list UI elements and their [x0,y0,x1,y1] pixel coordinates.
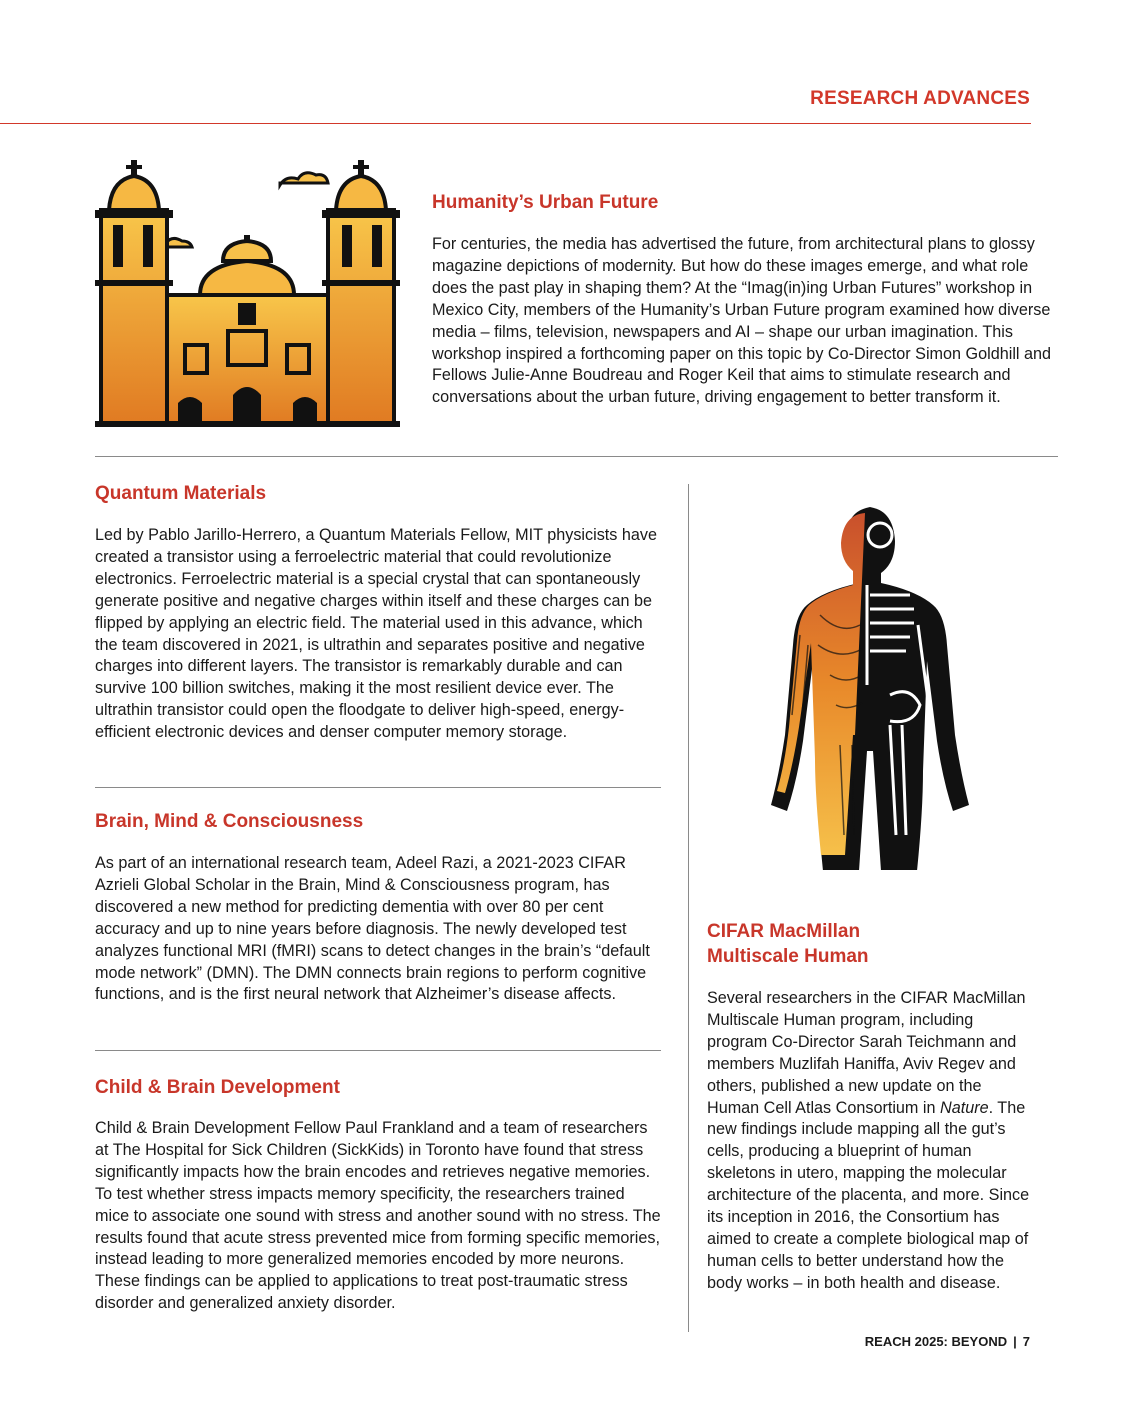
child-title: Child & Brain Development [95,1077,340,1098]
cathedral-illustration [95,155,400,430]
child-body: Child & Brain Development Fellow Paul Frankland and a team of researchers at The Hospital for Sick Children (SickKids) in Toronto have found that stress significantly impacts how the brain encodes and retrieves negative memories. To test whether stress impacts memory specificity, the researchers trained mice to associate one sound with stress and another sound with no stress. The results found that acute stress prevented mice from forming specific memories, instead leading to more generalized memories encoded by more neurons. These findings can be applied to applications to treat post-traumatic stress disorder and generalized anxiety disorder. [95,1119,661,1313]
quantum-title: Quantum Materials [95,483,267,504]
multiscale-body [707,988,1035,1295]
multiscale-title [707,919,869,969]
divider-quantum [95,787,661,788]
divider-brain [95,1050,661,1051]
top-rule [0,123,1031,124]
quantum-body: Led by Pablo Jarillo-Herrero, a Quantum Materials Fellow, MIT physicists have created a transistor using a ferroelectric material that could revolutionize electronics. Ferroelectric material is a special crystal that can spontaneously generate positive and negative charges within itself and these charges can be flipped by applying an electric field. The material used in this advance, which the team discovered in 2021, is ultrathin and separates positive and negative charges into different layers. The transistor is remarkably durable and can survive 100 billion switches, making it the most resilient device ever. The ultrathin transistor could open the floodgate to deliver high-speed, energy-efficient electronic devices and denser computer memory storage. [95,526,657,742]
footer-separator: | [1013,1334,1017,1349]
urban-body: For centuries, the media has advertised the future, from architectural plans to glossy magazine depictions of modernity. But how do these images emerge, and what role does the past play in shaping them? At the “Imag(in)ing Urban Futures” workshop in Mexico City, members of the Humanity’s Urban Future program examined how diverse media – films, television, newspapers and AI – shape our urban imagination. This workshop inspired a forthcoming paper on this topic by Co-Director Simon Goldhill and Fellows Julie-Anne Boudreau and Roger Keil that aims to stimulate research and conversations about the urban future, driving engagement to better transform it. [432,235,1052,407]
footer-publication: REACH 2025: BEYOND [864,1334,1008,1349]
multiscale-body-journal: Nature [940,1098,989,1117]
divider-urban [95,456,1058,457]
anatomy-illustration [740,505,990,870]
page-footer [865,1334,1030,1349]
multiscale-title-line2: Multiscale Human [707,946,869,967]
multiscale-body-pre: Several researchers in the CIFAR MacMillan Multiscale Human program, including program Co-Director Sarah Teichmann and members Muzlifah Haniffa, Aviv Regev and others, published a new update on the Human Cell Atlas Consortium in [707,989,1026,1117]
section-label: RESEARCH ADVANCES [810,88,1030,109]
brain-title: Brain, Mind & Consciousness [95,811,364,832]
multiscale-body-post: . The new findings include mapping all the gut’s cells, producing a blueprint of human skeletons in utero, mapping the molecular architecture of the placenta, and more. Since its inception in 2016, the Consortium has aimed to create a complete biological map of human cells to better understand how the body works – in both health and disease. [707,1098,1030,1292]
column-divider [688,484,689,1332]
urban-title: Humanity’s Urban Future [432,192,659,213]
brain-body: As part of an international research team, Adeel Razi, a 2021-2023 CIFAR Azrieli Global Scholar in the Brain, Mind & Consciousness program, has discovered a new method for predicting dementia with over 80 per cent accuracy and up to nine years before diagnosis. The newly developed test analyzes functional MRI (fMRI) scans to detect changes in the brain’s “default mode network” (DMN). The DMN connects brain regions to perform cognitive functions, and is the first neural network that Alzheimer’s disease affects. [95,854,650,1004]
page-number: 7 [1022,1334,1030,1349]
multiscale-title-line1: CIFAR MacMillan [707,921,861,942]
